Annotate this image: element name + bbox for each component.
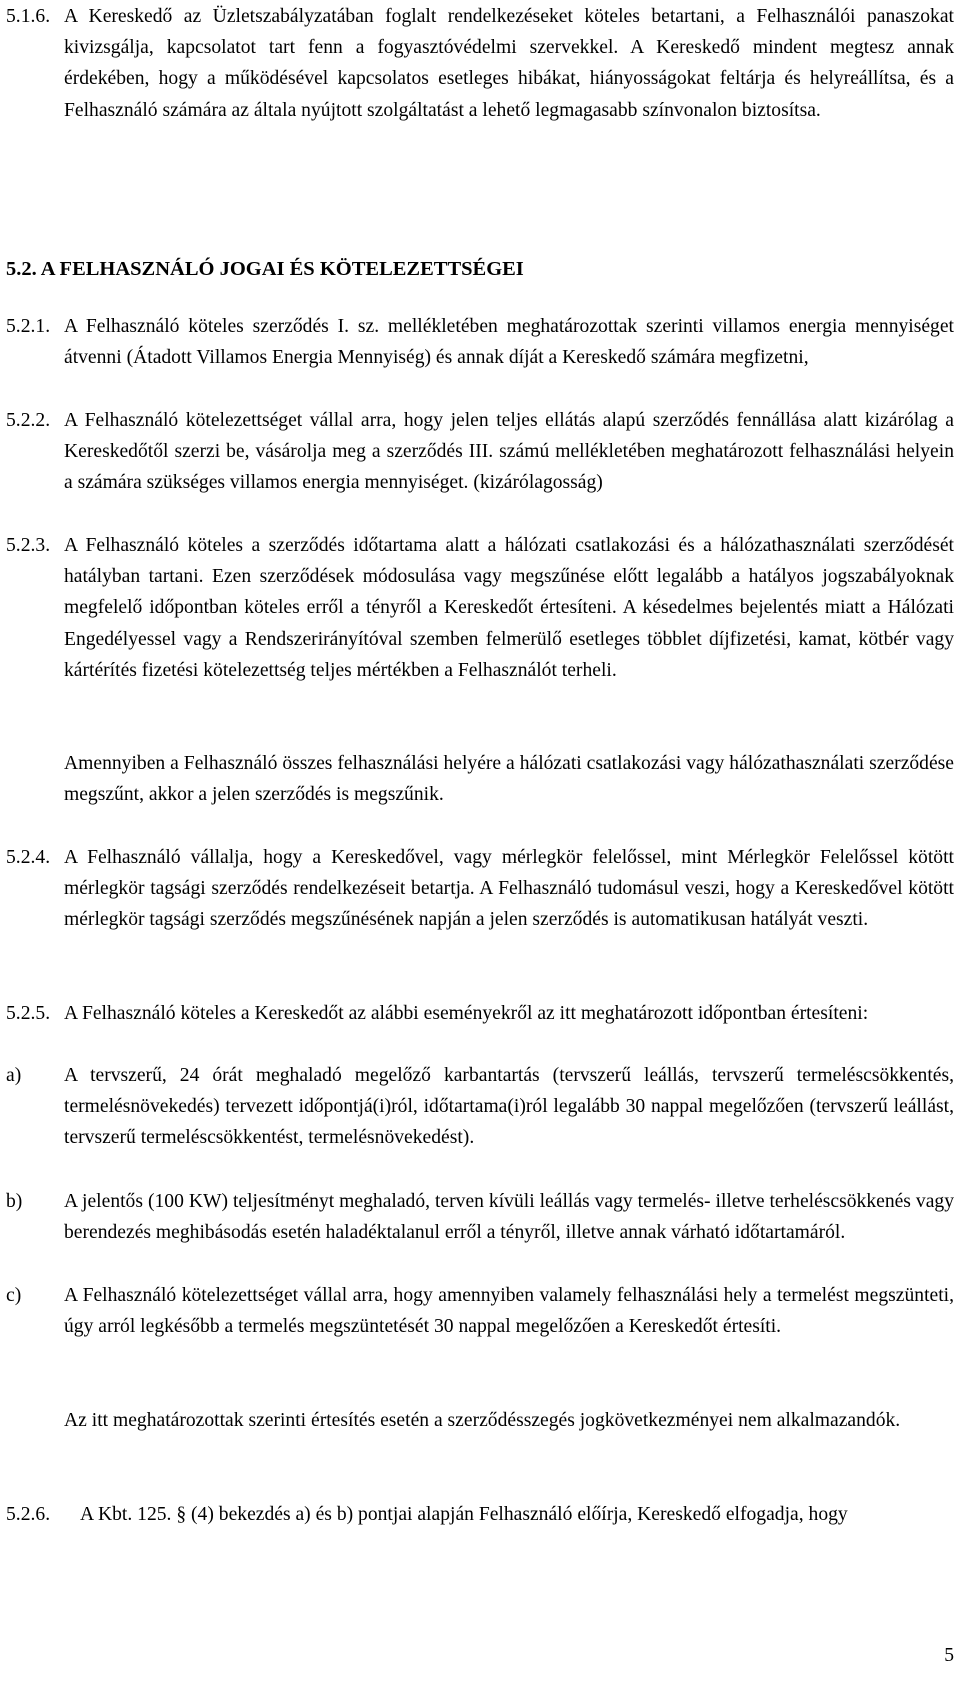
- paragraph-number: 5.2.1.: [6, 316, 51, 337]
- paragraph-text: A Felhasználó köteles a szerződés időtartama alatt a hálózati csatlakozási és a hálózathasználati szerződését hatályban tartani. Ezen szerződések módosulása vagy megszűnése előtt legalább a hatályos jogszabályoknak megfelelő időpontban köteles erről a tényről a Kereskedőt értesíteni. A késedelmes bejelentés miatt a Hálózati Engedélyessel vagy a Rendszerirányítóval szemben felmerülő esetleges többlet díjfizetési, kamat, kötbér vagy kártérítés fizetési kötelezettség teljes mértékben a Felhasználót terheli.: [64, 535, 954, 681]
- paragraph-5-2-3-continuation: [64, 748, 954, 810]
- paragraph-number: 5.2.5.: [6, 1003, 51, 1024]
- paragraph-number: 5.2.4.: [6, 847, 51, 868]
- paragraph-5-2-1: [64, 311, 954, 373]
- paragraph-text: Amennyiben a Felhasználó összes felhasználási helyére a hálózati csatlakozási vagy hálózathasználati szerződése megszűnt, akkor a jelen szerződés is megszűnik.: [64, 753, 954, 806]
- paragraph-text: A Felhasználó köteles a Kereskedőt az alábbi eseményekről az itt meghatározott időpontban értesíteni:: [64, 1003, 869, 1024]
- page-number: 5: [944, 1645, 954, 1666]
- paragraph-number: 5.2.2.: [6, 410, 51, 431]
- list-item: [64, 1280, 954, 1342]
- paragraph-number: 5.2.3.: [6, 535, 51, 556]
- paragraph-number: 5.1.6.: [6, 6, 51, 27]
- paragraph-5-2-2: [64, 405, 954, 499]
- section-heading: 5.2. A FELHASZNÁLÓ JOGAI ÉS KÖTELEZETTSÉGEI: [6, 258, 524, 280]
- paragraph-text: A Felhasználó köteles szerződés I. sz. mellékletében meghatározottak szerinti villamos energia mennyiséget átvenni (Átadott Villamos Energia Mennyiség) és annak díját a Kereskedő számára megfizetni,: [64, 316, 954, 369]
- paragraph-5-2-6: [80, 1499, 954, 1530]
- paragraph-5-2-4: [64, 842, 954, 936]
- paragraph-text: A Kereskedő az Üzletszabályzatában foglalt rendelkezéseket köteles betartani, a Felhasználói panaszokat kivizsgálja, kapcsolatot tart fenn a fogyasztóvédelmi szervekkel. A Kereskedő mindent megtesz annak érdekében, hogy a működésével kapcsolatos esetleges hibákat, hiányosságokat feltárja és helyreállítsa, és a Felhasználó számára az általa nyújtott szolgáltatást a lehető legmagasabb színvonalon biztosítsa.: [64, 6, 954, 121]
- paragraph-5-2-5: [64, 998, 954, 1029]
- list-item-label: c): [6, 1285, 22, 1306]
- list-item-label: a): [6, 1065, 22, 1086]
- list-item: [64, 1186, 954, 1248]
- paragraph-text: A Kbt. 125. § (4) bekezdés a) és b) pontjai alapján Felhasználó előírja, Kereskedő elfogadja, hogy: [80, 1504, 848, 1525]
- list-item-text: A tervszerű, 24 órát meghaladó megelőző karbantartás (tervszerű leállás, tervszerű termeléscsökkentés, termelésnövekedés) tervezett időpontjá(i)ról, időtartama(i)ról legalább 30 nappal megelőzően (tervszerű leállást, tervszerű termeléscsökkentést, termelésnövekedést).: [64, 1065, 954, 1149]
- paragraph-number: 5.2.6.: [6, 1504, 51, 1525]
- paragraph-5-2-3: [64, 530, 954, 686]
- paragraph-5-1-6: [64, 1, 954, 126]
- paragraph-text: A Felhasználó vállalja, hogy a Kereskedővel, vagy mérlegkör felelőssel, mint Mérlegkör Felelőssel kötött mérlegkör tagsági szerződés rendelkezéseit betartja. A Felhasználó tudomásul veszi, hogy a Kereskedővel kötött mérlegkör tagsági szerződés megszűnésének napján a jelen szerződés is automatikusan hatályát veszti.: [64, 847, 954, 931]
- list-item-label: b): [6, 1191, 23, 1212]
- list-item-text: A Felhasználó kötelezettséget vállal arra, hogy amennyiben valamely felhasználási hely a termelést megszünteti, úgy arról legkésőbb a termelés megszüntetését 30 nappal megelőzően a Kereskedőt értesíti.: [64, 1285, 954, 1338]
- list-item-text: A jelentős (100 KW) teljesítményt meghaladó, terven kívüli leállás vagy termelés- illetve terheléscsökkenés vagy berendezés meghibásodás esetén haladéktalanul erről a tényről, illetve annak várható időtartamáról.: [64, 1191, 954, 1244]
- list-item: [64, 1060, 954, 1154]
- note-text: Az itt meghatározottak szerinti értesítés esetén a szerződésszegés jogkövetkezményei nem alkalmazandók.: [64, 1410, 901, 1431]
- paragraph-text: A Felhasználó kötelezettséget vállal arra, hogy jelen teljes ellátás alapú szerződés fennállása alatt kizárólag a Kereskedőtől szerzi be, vásárolja meg a szerződés III. számú mellékletében meghatározott felhasználási helyein a számára szükséges villamos energia mennyiséget. (kizárólagosság): [64, 410, 954, 494]
- note-paragraph: [64, 1405, 954, 1436]
